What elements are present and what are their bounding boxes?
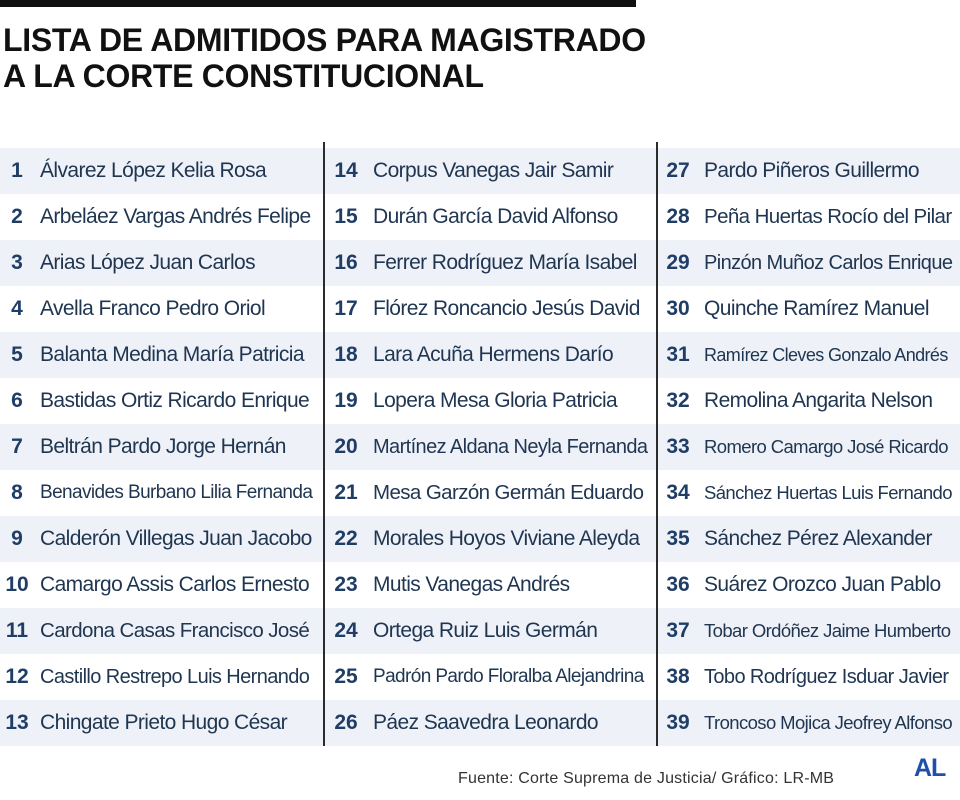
list-item-number: 33 <box>666 435 690 458</box>
list-item-number: 8 <box>11 481 23 504</box>
list-item-number: 5 <box>11 343 23 366</box>
list-item <box>0 240 323 286</box>
list-item-name: Suárez Orozco Juan Pablo <box>704 573 941 596</box>
list-item-name: Beltrán Pardo Jorge Hernán <box>40 435 286 458</box>
list-item <box>658 700 960 746</box>
list-item-name: Pardo Piñeros Guillermo <box>704 159 919 182</box>
list-item-number: 38 <box>666 665 690 688</box>
list-item-name: Arias López Juan Carlos <box>40 251 255 274</box>
list-item <box>325 424 656 470</box>
list-item <box>325 194 656 240</box>
list-item <box>325 148 656 194</box>
list-item-number: 35 <box>666 527 690 550</box>
list-item <box>658 654 960 700</box>
list-item-name: Durán García David Alfonso <box>373 205 618 228</box>
list-item-name: Padrón Pardo Floralba Alejandrina <box>373 666 644 687</box>
list-item-number: 3 <box>11 251 23 274</box>
list-item <box>0 654 323 700</box>
list-item <box>0 700 323 746</box>
list-item <box>0 194 323 240</box>
list-item-name: Ramírez Cleves Gonzalo Andrés <box>704 344 948 365</box>
list-item-number: 39 <box>666 711 690 734</box>
list-item-number: 37 <box>666 619 690 642</box>
list-item <box>325 240 656 286</box>
list-item-number: 31 <box>666 343 690 366</box>
list-item <box>658 286 960 332</box>
list-item-number: 21 <box>334 481 358 504</box>
list-item <box>658 562 960 608</box>
list-item-number: 2 <box>11 205 23 228</box>
list-item-name: Ortega Ruiz Luis Germán <box>373 619 598 642</box>
list-item <box>325 700 656 746</box>
list-item <box>658 194 960 240</box>
list-item-number: 20 <box>334 435 358 458</box>
list-item-number: 6 <box>11 389 23 412</box>
list-item-number: 19 <box>334 389 358 412</box>
list-item-number: 12 <box>5 665 29 688</box>
list-item-name: Tobar Ordóñez Jaime Humberto <box>704 620 951 641</box>
list-item-name: Peña Huertas Rocío del Pilar <box>704 205 952 228</box>
list-item <box>658 424 960 470</box>
page-title-line-2: A LA CORTE CONSTITUCIONAL <box>3 58 484 94</box>
source-credit: Fuente: Corte Suprema de Justicia/ Gráfico: LR-MB <box>458 770 835 787</box>
list-item <box>325 516 656 562</box>
list-item-number: 10 <box>5 573 29 596</box>
list-item-number: 24 <box>334 619 358 642</box>
publisher-logo: AL <box>914 754 946 782</box>
list-item <box>325 608 656 654</box>
list-item-number: 36 <box>666 573 690 596</box>
list-item <box>325 378 656 424</box>
list-column-3 <box>658 148 960 746</box>
list-item-number: 7 <box>11 435 23 458</box>
list-item-name: Chingate Prieto Hugo César <box>40 711 288 734</box>
page-title-line-1: LISTA DE ADMITIDOS PARA MAGISTRADO <box>3 22 646 58</box>
list-item-name: Quinche Ramírez Manuel <box>704 297 929 320</box>
list-item <box>0 562 323 608</box>
list-item-name: Ferrer Rodríguez María Isabel <box>373 251 637 274</box>
list-item <box>658 516 960 562</box>
list-item-name: Castillo Restrepo Luis Hernando <box>40 665 310 688</box>
list-item-name: Arbeláez Vargas Andrés Felipe <box>40 205 311 228</box>
list-item <box>325 470 656 516</box>
list-item <box>658 378 960 424</box>
list-item-number: 17 <box>334 297 358 320</box>
list-item-number: 29 <box>666 251 690 274</box>
list-item <box>325 562 656 608</box>
list-item-number: 15 <box>334 205 358 228</box>
list-item <box>325 654 656 700</box>
list-item-name: Morales Hoyos Viviane Aleyda <box>373 527 640 550</box>
list-item-name: Sánchez Pérez Alexander <box>704 527 932 550</box>
list-item-number: 9 <box>11 527 23 550</box>
list-item <box>658 332 960 378</box>
list-item-number: 11 <box>5 619 29 642</box>
list-item-name: Cardona Casas Francisco José <box>40 619 310 642</box>
list-column-2 <box>325 148 656 746</box>
list-item-name: Tobo Rodríguez Isduar Javier <box>704 665 949 688</box>
admitted-list <box>0 148 960 746</box>
page-title <box>3 22 703 94</box>
list-item-number: 27 <box>666 159 690 182</box>
list-item <box>0 148 323 194</box>
list-item-name: Camargo Assis Carlos Ernesto <box>40 573 310 596</box>
list-item <box>658 240 960 286</box>
list-item <box>0 608 323 654</box>
list-item-name: Lara Acuña Hermens Darío <box>373 343 614 366</box>
list-item-number: 32 <box>666 389 690 412</box>
list-item-name: Benavides Burbano Lilia Fernanda <box>40 482 313 503</box>
list-item-name: Mesa Garzón Germán Eduardo <box>373 481 644 504</box>
list-item-number: 14 <box>334 159 358 182</box>
list-item-name: Romero Camargo José Ricardo <box>704 436 948 457</box>
list-item-name: Balanta Medina María Patricia <box>40 343 304 366</box>
list-item-number: 13 <box>5 711 29 734</box>
list-item <box>0 470 323 516</box>
list-item-number: 4 <box>11 297 23 320</box>
list-item-name: Remolina Angarita Nelson <box>704 389 933 412</box>
column-divider <box>323 142 325 746</box>
list-item-number: 34 <box>666 481 690 504</box>
list-item <box>658 148 960 194</box>
list-item-number: 1 <box>11 159 23 182</box>
list-item <box>658 608 960 654</box>
list-item <box>0 516 323 562</box>
list-item-name: Sánchez Huertas Luis Fernando <box>704 482 952 503</box>
list-item-name: Avella Franco Pedro Oriol <box>40 297 266 320</box>
list-item-name: Bastidas Ortiz Ricardo Enrique <box>40 389 310 412</box>
top-rule <box>0 0 636 7</box>
list-item-number: 25 <box>334 665 358 688</box>
list-item-number: 30 <box>666 297 690 320</box>
list-item-name: Flórez Roncancio Jesús David <box>373 297 640 320</box>
list-item-name: Lopera Mesa Gloria Patricia <box>373 389 618 412</box>
list-item-number: 26 <box>334 711 358 734</box>
list-item <box>0 378 323 424</box>
list-item-name: Martínez Aldana Neyla Fernanda <box>373 435 648 458</box>
list-item-number: 22 <box>334 527 358 550</box>
list-item-number: 28 <box>666 205 690 228</box>
list-item <box>0 286 323 332</box>
list-column-1 <box>0 148 323 746</box>
list-item-name: Mutis Vanegas Andrés <box>373 573 570 596</box>
list-item-name: Calderón Villegas Juan Jacobo <box>40 527 312 550</box>
list-item <box>0 424 323 470</box>
list-item-name: Pinzón Muñoz Carlos Enrique <box>704 251 953 274</box>
column-divider <box>656 142 658 746</box>
list-item-number: 18 <box>334 343 358 366</box>
list-item <box>325 332 656 378</box>
list-item-number: 16 <box>334 251 358 274</box>
list-item-number: 23 <box>334 573 358 596</box>
list-item <box>0 332 323 378</box>
list-item-name: Corpus Vanegas Jair Samir <box>373 159 614 182</box>
list-item-name: Páez Saavedra Leonardo <box>373 711 598 734</box>
list-item <box>325 286 656 332</box>
list-item-name: Álvarez López Kelia Rosa <box>40 159 267 182</box>
list-item-name: Troncoso Mojica Jeofrey Alfonso <box>704 712 953 733</box>
list-item <box>658 470 960 516</box>
